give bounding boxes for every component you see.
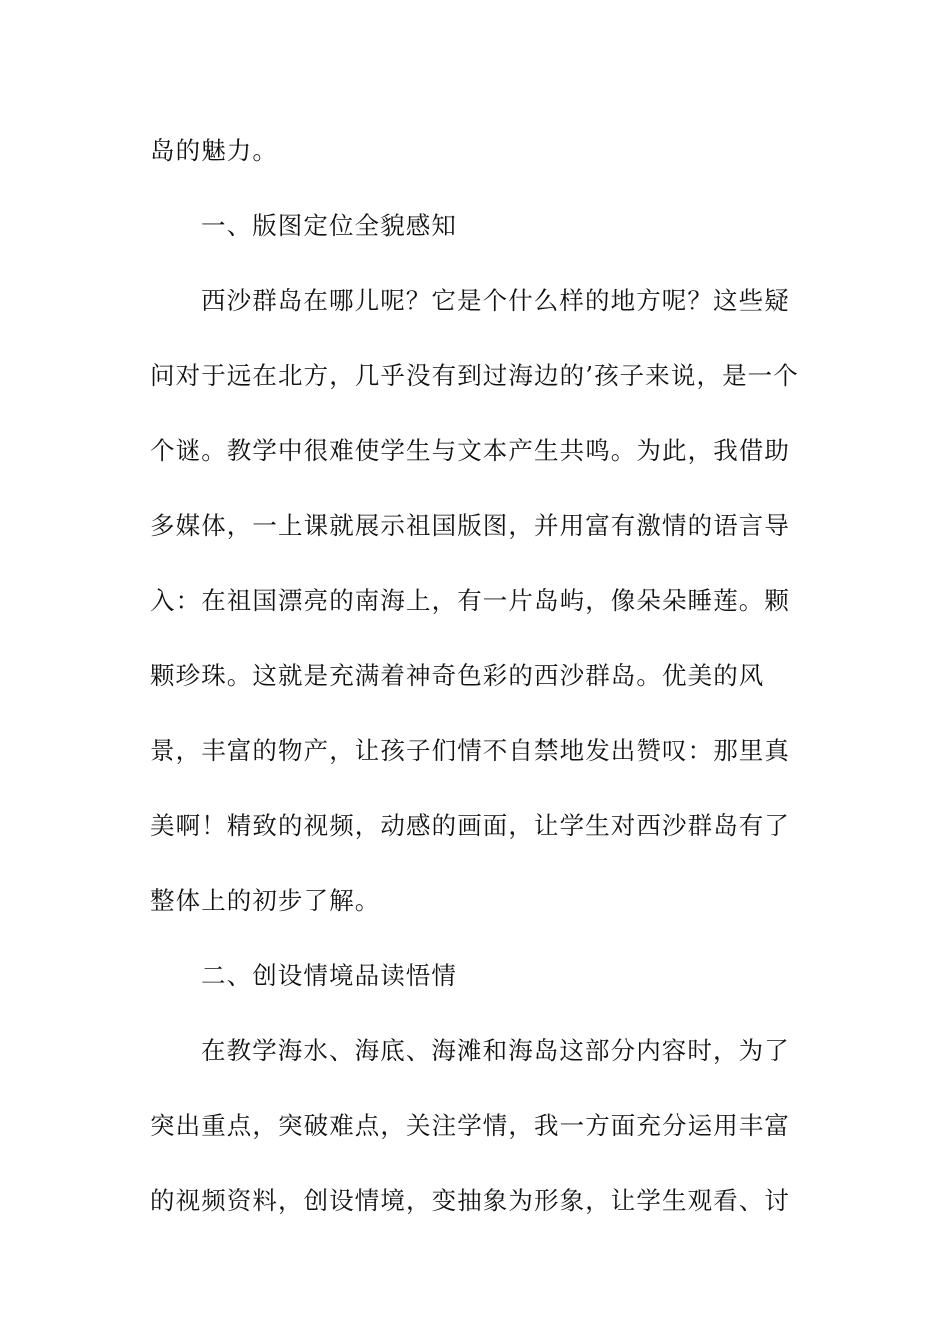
paragraph-1-line-1: 西沙群岛在哪儿呢？它是个什么样的地方呢？这些疑	[201, 286, 790, 315]
text-line-1: 岛的魅力。	[150, 136, 278, 165]
paragraph-1-line-9: 整体上的初步了解。	[150, 886, 381, 915]
paragraph-1-line-5: 入：在祖国漂亮的南海上，有一片岛屿，像朵朵睡莲。颗	[150, 586, 790, 615]
paragraph-1-line-4: 多媒体，一上课就展示祖国版图，并用富有激情的语言导	[150, 511, 790, 540]
paragraph-2-line-2: 突出重点，突破难点，关注学情，我一方面充分运用丰富	[150, 1111, 790, 1140]
paragraph-1-line-7: 景，丰富的物产，让孩子们情不自禁地发出赞叹：那里真	[150, 736, 790, 765]
section-heading-1: 一、版图定位全貌感知	[201, 211, 457, 240]
paragraph-1-line-2: 问对于远在北方，几乎没有到过海边的’孩子来说，是一个	[150, 361, 799, 390]
paragraph-1-line-6: 颗珍珠。这就是充满着神奇色彩的西沙群岛。优美的风	[150, 661, 765, 690]
paragraph-1-line-8: 美啊！精致的视频，动感的画面，让学生对西沙群岛有了	[150, 811, 790, 840]
paragraph-2-line-1: 在教学海水、海底、海滩和海岛这部分内容时，为了	[201, 1036, 790, 1065]
paragraph-1-line-3: 个谜。教学中很难使学生与文本产生共鸣。为此，我借助	[150, 436, 790, 465]
paragraph-2-line-3: 的视频资料，创设情境，变抽象为形象，让学生观看、讨	[150, 1186, 790, 1215]
section-heading-2: 二、创设情境品读悟情	[201, 961, 457, 990]
